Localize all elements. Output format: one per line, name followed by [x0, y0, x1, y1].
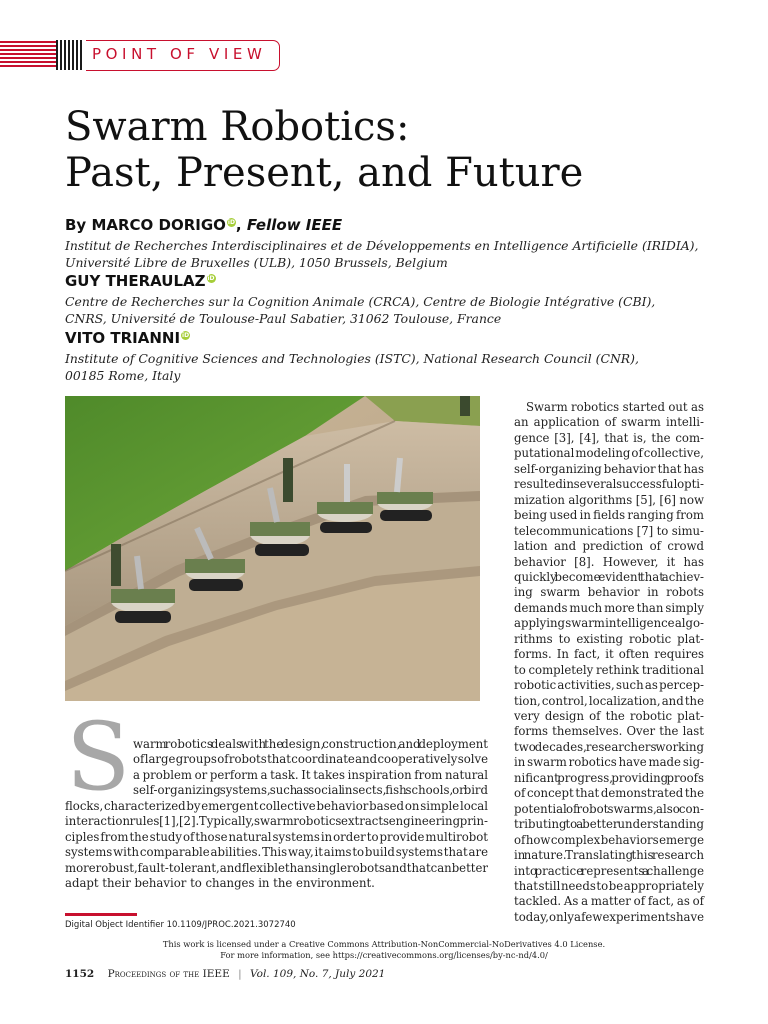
drop-cap: S	[66, 703, 131, 812]
text-line: in nature. Translating this research	[514, 848, 704, 863]
affiliation-line: CNRS, Université de Toulouse-Paul Sabatier, 31062 Toulouse, France	[65, 311, 502, 326]
header-stripes-decoration	[0, 40, 56, 70]
license-line-2: For more information, see https://creativecommons.org/licenses/by-nc-nd/4.0/	[220, 950, 548, 960]
license-line-1: This work is licensed under a Creative Commons Attribution-NonCommercial-NoDerivatives 4.0 License.	[162, 939, 606, 949]
article-title	[65, 104, 705, 196]
text-line: warm robotics deals with the design, construction, and deployment	[133, 737, 488, 751]
text-line: putational modeling of collective,	[514, 446, 704, 461]
affiliation-line: Institute of Cognitive Sciences and Technologies (ISTC), National Research Council (CNR),	[65, 351, 639, 366]
text-line: resulted in several successful opti-	[514, 477, 704, 492]
text-line: ing swarm behavior in robots	[514, 585, 704, 600]
footnote-rule	[65, 913, 137, 916]
text-line: nificant progress, providing proofs	[514, 770, 704, 785]
text-line: of how complex behaviors emerge	[514, 832, 704, 847]
text-line: of large groups of robots that coordinate and cooperatively solve	[133, 752, 488, 766]
page-number: 1152	[65, 968, 95, 980]
orcid-icon[interactable]: iD	[227, 219, 235, 226]
text-line: adapt their behavior to changes in the environment.	[65, 876, 375, 890]
text-line: being used in fields ranging from	[514, 508, 704, 523]
text-line: an application of swarm intelli-	[514, 415, 704, 430]
text-line: today, only a few experiments have	[514, 909, 704, 924]
text-line: very design of the robotic plat-	[514, 709, 704, 723]
text-line: systems with comparable abilities. This way, it aims to build systems that are	[65, 845, 488, 859]
text-line: two decades, researchers working	[514, 739, 704, 754]
text-line: tion, control, localization, and the	[514, 693, 704, 708]
doi: Digital Object Identifier 10.1109/JPROC.2021.3072740	[65, 920, 296, 930]
title-line-2: Past, Present, and Future	[65, 150, 584, 196]
text-line: robotic activities, such as percep-	[514, 678, 704, 693]
orcid-icon[interactable]: iD	[182, 332, 190, 339]
text-line: tributing to a better understanding	[514, 817, 704, 832]
text-line: to completely rethink traditional	[514, 662, 704, 677]
affiliation-line: Institut de Recherches Interdisciplinaires et de Développements en Intelligence Artificielle (IRIDIA),	[65, 238, 699, 253]
author-name: MARCO DORIGO	[91, 216, 226, 234]
text-line: mization algorithms [5], [6] now	[514, 492, 704, 507]
section-tag: POINT OF VIEW	[92, 45, 267, 63]
text-line: into practice represents a challenge	[514, 863, 704, 878]
text-line: in swarm robotics have made sig-	[514, 755, 704, 770]
author-dorigo: By MARCO DORIGO iD, Fellow IEEE	[65, 216, 343, 234]
author-name: VITO TRIANNI	[65, 329, 181, 347]
text-line: of concept that demonstrated the	[514, 786, 704, 801]
text-line: demands much more than simply	[514, 600, 704, 615]
text-line: Swarm robotics started out as	[526, 400, 704, 414]
text-line: tackled. As a matter of fact, as of	[514, 894, 704, 909]
text-line: forms. In fact, it often requires	[514, 647, 704, 662]
text-line: forms themselves. Over the last	[514, 724, 704, 739]
orcid-icon[interactable]: iD	[207, 275, 215, 282]
author-theraulaz	[65, 272, 216, 290]
affiliation-dorigo	[65, 237, 698, 271]
author-grade: Fellow IEEE	[246, 216, 343, 234]
author-trianni	[65, 329, 190, 347]
footer-separator: |	[238, 968, 242, 980]
text-line: ciples from the study of those natural systems in order to provide multirobot	[65, 830, 488, 844]
text-line: gence [3], [4], that is, the com-	[514, 430, 704, 445]
text-line: rithms to existing robotic plat-	[514, 631, 704, 646]
affiliation-line: 00185 Rome, Italy	[65, 368, 181, 383]
text-line: that still needs to be appropriately	[514, 878, 704, 893]
text-line: lation and prediction of crowd	[514, 539, 704, 554]
affiliation-theraulaz	[65, 293, 655, 327]
text-line: interaction rules [1], [2]. Typically, swarm robotics extracts engineering prin-	[65, 814, 488, 828]
volume-info: Vol. 109, No. 7, July 2021	[250, 968, 386, 980]
text-line: flocks, characterized by emergent collective behavior based on simple local	[65, 799, 488, 813]
author-name: GUY THERAULAZ	[65, 272, 206, 290]
text-line: self-organizing behavior that has	[514, 461, 704, 476]
affiliation-trianni	[65, 350, 639, 384]
swarm-robots-photo	[65, 396, 480, 701]
text-line: quickly become evident that achiev-	[514, 569, 704, 584]
text-line: more robust, fault-tolerant, and flexible than single robots and that can better	[65, 861, 488, 875]
journal-name: Proceedings of the IEEE	[107, 968, 230, 980]
text-line: a problem or perform a task. It takes inspiration from natural	[133, 768, 488, 782]
affiliation-line: Université Libre de Bruxelles (ULB), 1050 Brussels, Belgium	[65, 255, 448, 270]
text-line: behavior [8]. However, it has	[514, 554, 704, 569]
author-prefix: By	[65, 216, 87, 234]
text-line: self-organizing systems, such as social insects, fish schools, or bird	[133, 783, 488, 797]
page-footer	[65, 968, 385, 980]
affiliation-line: Centre de Recherches sur la Cognition Animale (CRCA), Centre de Biologie Intégrative (CBI),	[65, 294, 656, 309]
header-barcode-decoration	[56, 40, 86, 70]
text-line: potential of robot swarms, also con-	[514, 801, 704, 816]
title-line-1: Swarm Robotics:	[65, 104, 410, 150]
text-line: telecommunications [7] to simu-	[514, 523, 704, 538]
text-line: applying swarm intelligence algo-	[514, 616, 704, 631]
